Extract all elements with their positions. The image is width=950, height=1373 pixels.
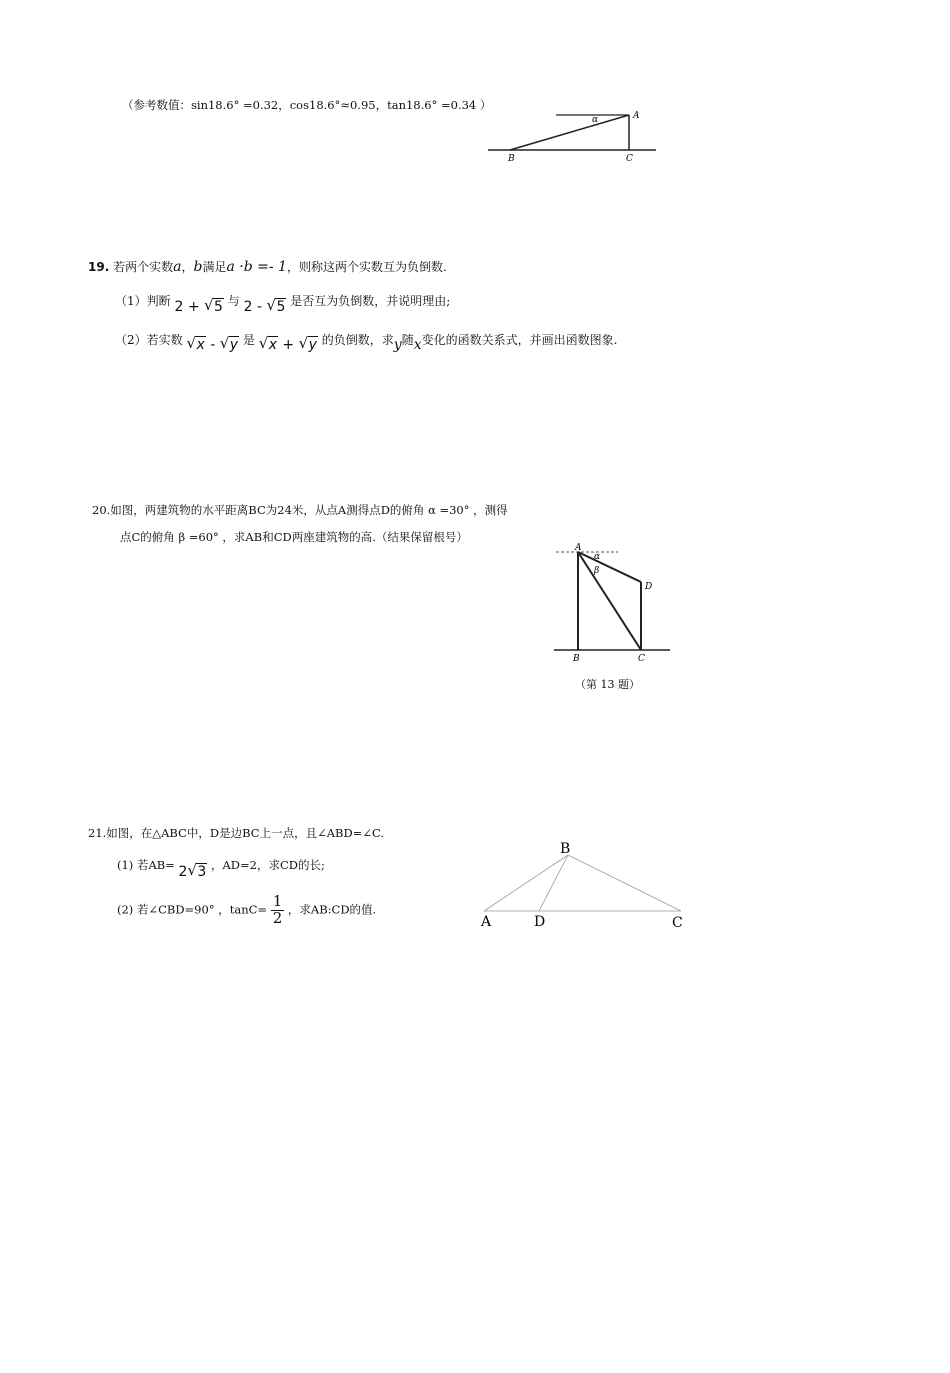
q19-stem-text1: 若两个实数 (113, 260, 174, 274)
q19-p2-var-y: y (393, 337, 402, 353)
sqrt-symbol: √ 5 (266, 296, 286, 315)
q19-part2 (115, 333, 618, 353)
q20-line2: 点C的俯角 β =60° ，求AB和CD两座建筑物的高.（结果保留根号） (120, 530, 468, 544)
sqrt-symbol: √ y (219, 334, 239, 353)
q19-p2-prefix: （2）若实数 (115, 333, 183, 347)
q19-p2-root-x2: x (268, 337, 277, 353)
q19-p1-expr2 (243, 296, 287, 315)
q20-line1: 20.如图，两建筑物的水平距离BC为24米，从点A测得点D的俯角 α =30° ，测得 (92, 503, 508, 517)
q19-p1-expr1 (174, 296, 223, 315)
q19-var-b: b (193, 259, 203, 275)
q19-p1-expr1-text: 2 + (174, 299, 205, 315)
q21-part1 (117, 858, 325, 880)
q19-p2-expr2 (258, 334, 318, 353)
q21-p2-prefix: (2) 若∠CBD=90° ，tanC= (117, 902, 268, 917)
q21-line1: 21.如图，在△ABC中，D是边BC上一点，且∠ABD=∠C. (88, 826, 385, 840)
fig18-label-b: B (508, 154, 515, 164)
figure-q18 (488, 106, 668, 176)
q21-part2 (117, 894, 376, 927)
q19-number: 19. (88, 260, 110, 274)
q21-p1-prefix: (1) 若AB= (117, 858, 175, 872)
q19-var-a: a (173, 259, 182, 275)
q19-p1-expr2-text: 2 - (243, 299, 267, 315)
fig21-label-d: D (534, 914, 546, 930)
q19-p1-root2: 5 (276, 299, 286, 315)
q19-p1-root1: 5 (214, 299, 223, 315)
q19-part1 (115, 294, 451, 315)
q19-p2-minus: - (205, 337, 220, 353)
q19-stem (88, 260, 447, 274)
figure-q21 (476, 835, 706, 935)
sqrt-symbol: √ y (298, 334, 317, 353)
fig20-label-b: B (573, 654, 580, 664)
q21-p1-value (178, 861, 208, 880)
figure-q20 (542, 540, 677, 680)
fig21-label-a: A (481, 914, 492, 930)
q19-p2-mid: 的负倒数，求 (321, 333, 394, 347)
q19-product: a ·b =- 1 (226, 259, 287, 275)
q21-p2-suffix: ，求AB:CD的值. (287, 902, 377, 917)
q21-p1-root: 3 (197, 864, 207, 880)
fig20-label-c: C (638, 654, 645, 664)
q19-p2-expr1 (186, 334, 239, 353)
q19-p1-prefix: （1）判断 (115, 294, 171, 308)
q19-p2-root-x: x (196, 337, 205, 353)
fig21-label-b: B (560, 841, 571, 857)
sqrt-symbol: √ x (258, 334, 277, 353)
fig20-label-d: D (645, 582, 653, 592)
fig20-beta: β (594, 566, 600, 576)
sqrt-symbol: √ 5 (204, 296, 223, 315)
sqrt-symbol: √ x (186, 334, 205, 353)
fig18-label-c: C (626, 154, 633, 164)
q21-fraction (271, 894, 285, 927)
q19-comma: ， (181, 260, 194, 274)
q19-p2-root-y2: y (308, 337, 317, 353)
q19-stem-text3: ，则称这两个实数互为负倒数. (286, 260, 447, 274)
q20-caption: （第 13 题） (575, 678, 640, 691)
q21-p1-coef: 2 (178, 864, 188, 880)
q19-p2-var-x: x (413, 337, 422, 353)
q21-frac-num: 1 (272, 892, 283, 910)
q19-p1-suffix: 是否互为负倒数，并说明理由; (290, 294, 451, 308)
q19-p2-suffix: 变化的函数关系式，并画出函数图象. (421, 333, 618, 347)
q21-p1-suffix: ，AD=2，求CD的长; (211, 858, 325, 872)
q19-p2-is: 是 (242, 333, 255, 347)
q19-p2-plus: + (277, 337, 299, 353)
q19-stem-text2: 满足 (202, 260, 227, 274)
fig21-label-c: C (672, 915, 683, 931)
q21-frac-den: 2 (272, 908, 283, 927)
fig18-alpha: α (592, 115, 599, 125)
fig20-label-a: A (575, 543, 582, 553)
fig20-alpha: α (594, 552, 601, 562)
q19-p2-sui: 随 (401, 333, 414, 347)
sqrt-symbol: √ 3 (187, 861, 207, 880)
fig18-label-a: A (633, 111, 640, 121)
q19-p2-root-y: y (229, 337, 239, 353)
reference-values: （参考数值：sin18.6° =0.32，cos18.6°≈0.95，tan18.6° =0.34 ） (122, 98, 492, 112)
q19-p1-mid: 与 (227, 294, 240, 308)
